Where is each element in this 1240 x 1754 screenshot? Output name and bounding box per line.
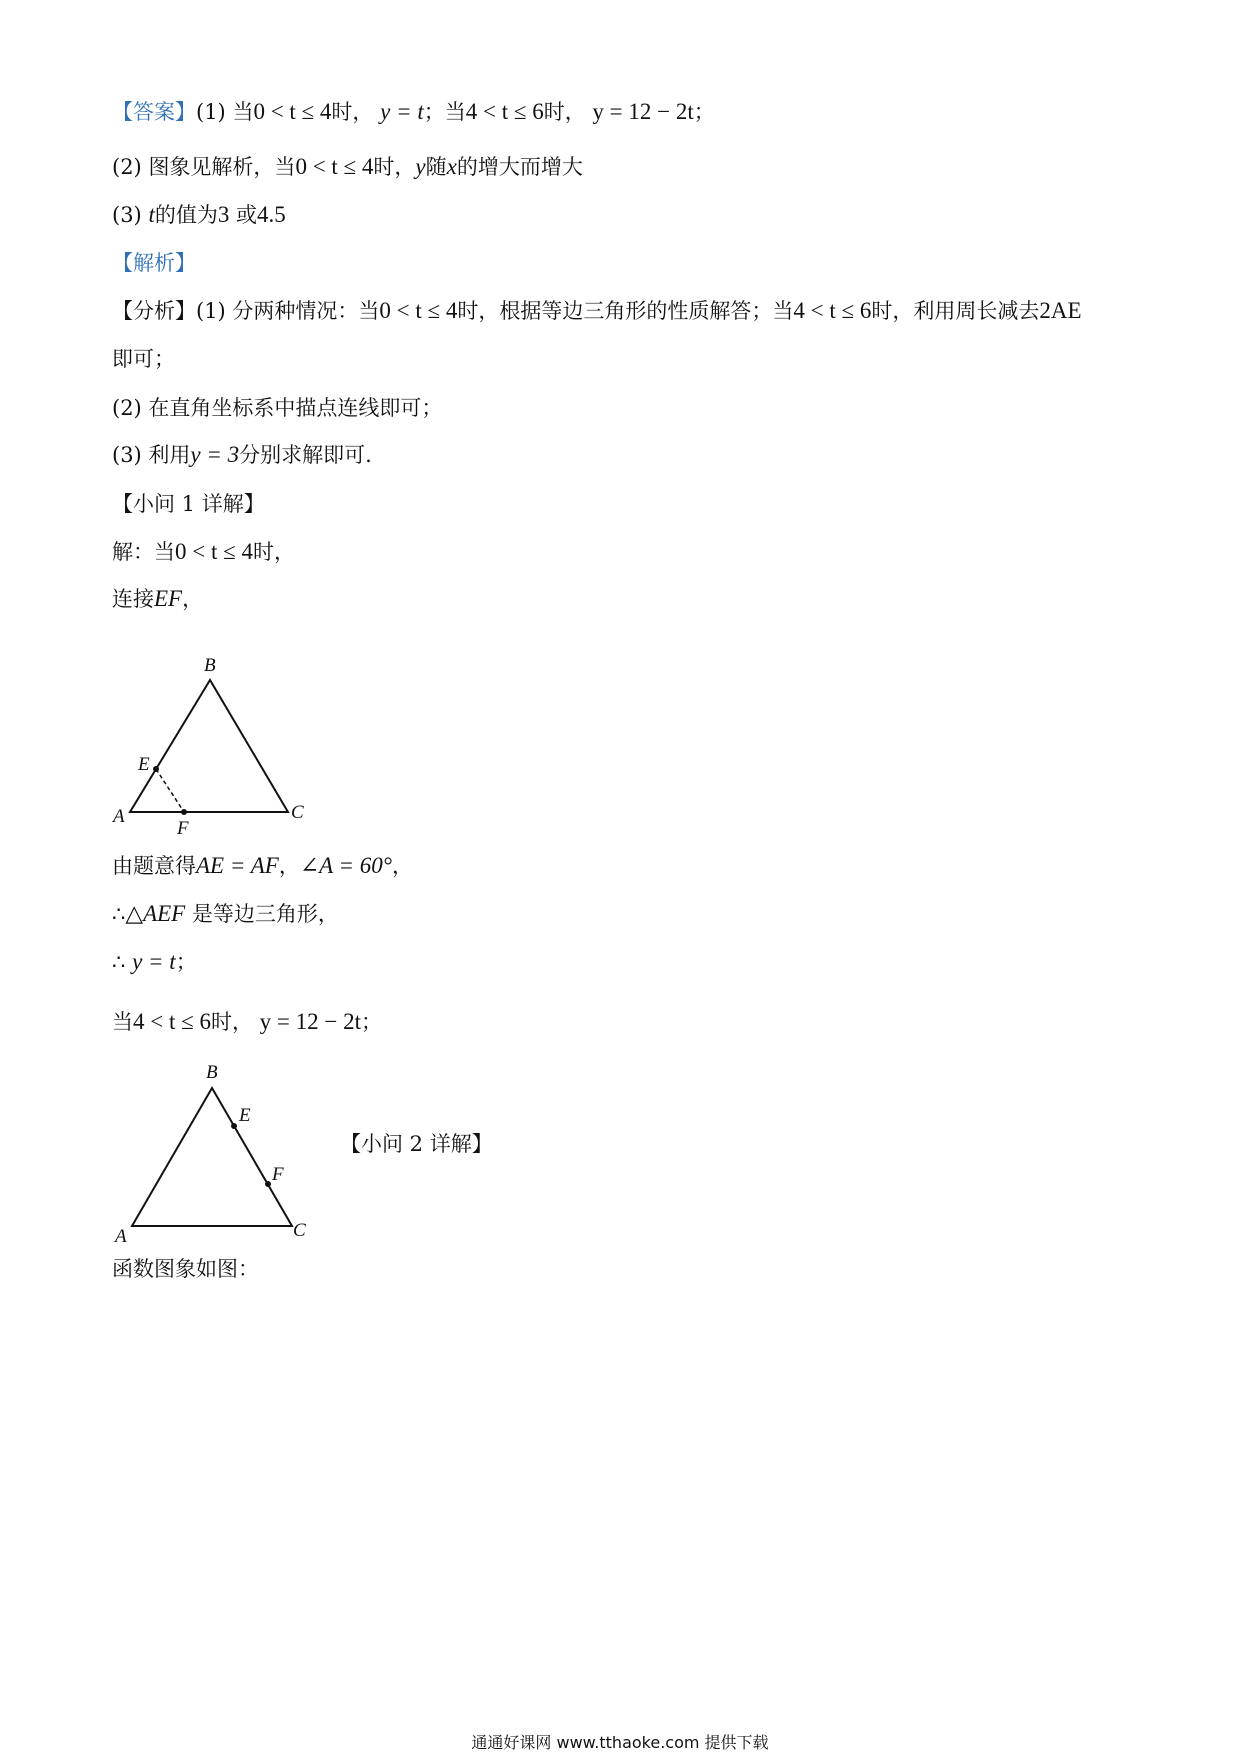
label-e: E	[239, 1105, 251, 1126]
label-a: A	[115, 1226, 127, 1247]
footer-text: 通通好课网 www.tthaoke.com 提供下载	[471, 1733, 769, 1752]
triangle-abc	[132, 1088, 292, 1226]
answer-line-3: (3) t的值为3 或4.5	[112, 202, 286, 227]
point-f	[265, 1181, 271, 1187]
label-e: E	[138, 754, 150, 775]
label-b: B	[204, 655, 216, 676]
q2-tag: 【小问 2 详解】	[340, 1132, 493, 1156]
label-f: F	[177, 818, 189, 839]
q1-given: 由题意得AE = AF，∠A = 60°，	[112, 853, 413, 878]
q1-case-2: 当4 < t ≤ 6时， y = 12 − 2t；	[112, 1009, 383, 1034]
math-eq: y = t	[380, 99, 424, 124]
triangle-abc	[130, 680, 288, 812]
point-e	[153, 766, 159, 772]
point-f	[181, 809, 187, 815]
analysis-tag: 【解析】	[112, 251, 196, 275]
math-eq: y = 12 − 2t	[592, 99, 694, 124]
q1-tag: 【小问 1 详解】	[112, 492, 265, 516]
answer-tag: 【答案】	[112, 100, 196, 124]
q2-graph-text: 函数图象如图：	[112, 1257, 259, 1281]
q1-sol: 解：当0 < t ≤ 4时，	[112, 539, 295, 564]
math-cond: 4 < t ≤ 6	[465, 99, 544, 124]
segment-ef	[156, 769, 184, 812]
analysis-line-1b: 即可；	[112, 347, 175, 371]
fenxi-tag: 【分析】	[112, 299, 196, 323]
answer-line-2: (2) 图象见解析，当0 < t ≤ 4时，y随x的增大而增大	[112, 154, 583, 179]
analysis-line-1: 【分析】(1) 分两种情况：当0 < t ≤ 4时，根据等边三角形的性质解答；当4 < t ≤ 6时，利用周长减去2AE	[112, 298, 1082, 323]
triangle-figure-1	[105, 640, 325, 840]
label-c: C	[291, 802, 304, 823]
label-c: C	[293, 1220, 306, 1241]
label-b: B	[206, 1062, 218, 1083]
point-e	[231, 1123, 237, 1129]
q1-connect: 连接EF，	[112, 586, 204, 611]
analysis-line-3: (3) 利用y = 3分别求解即可.	[112, 442, 372, 467]
answer-line-1: 【答案】(1) 当0 < t ≤ 4时， y = t；当4 < t ≤ 6时， y = 12 − 2t；	[112, 99, 715, 124]
label-f: F	[272, 1164, 284, 1185]
q1-therefore-2: ∴ y = t；	[112, 949, 197, 974]
analysis-line-2: (2) 在直角坐标系中描点连线即可；	[112, 396, 443, 420]
label-a: A	[113, 806, 125, 827]
math-cond: 0 < t ≤ 4	[253, 99, 332, 124]
triangle-figure-2	[105, 1058, 335, 1248]
q1-therefore-1: ∴△AEF 是等边三角形，	[112, 901, 339, 926]
